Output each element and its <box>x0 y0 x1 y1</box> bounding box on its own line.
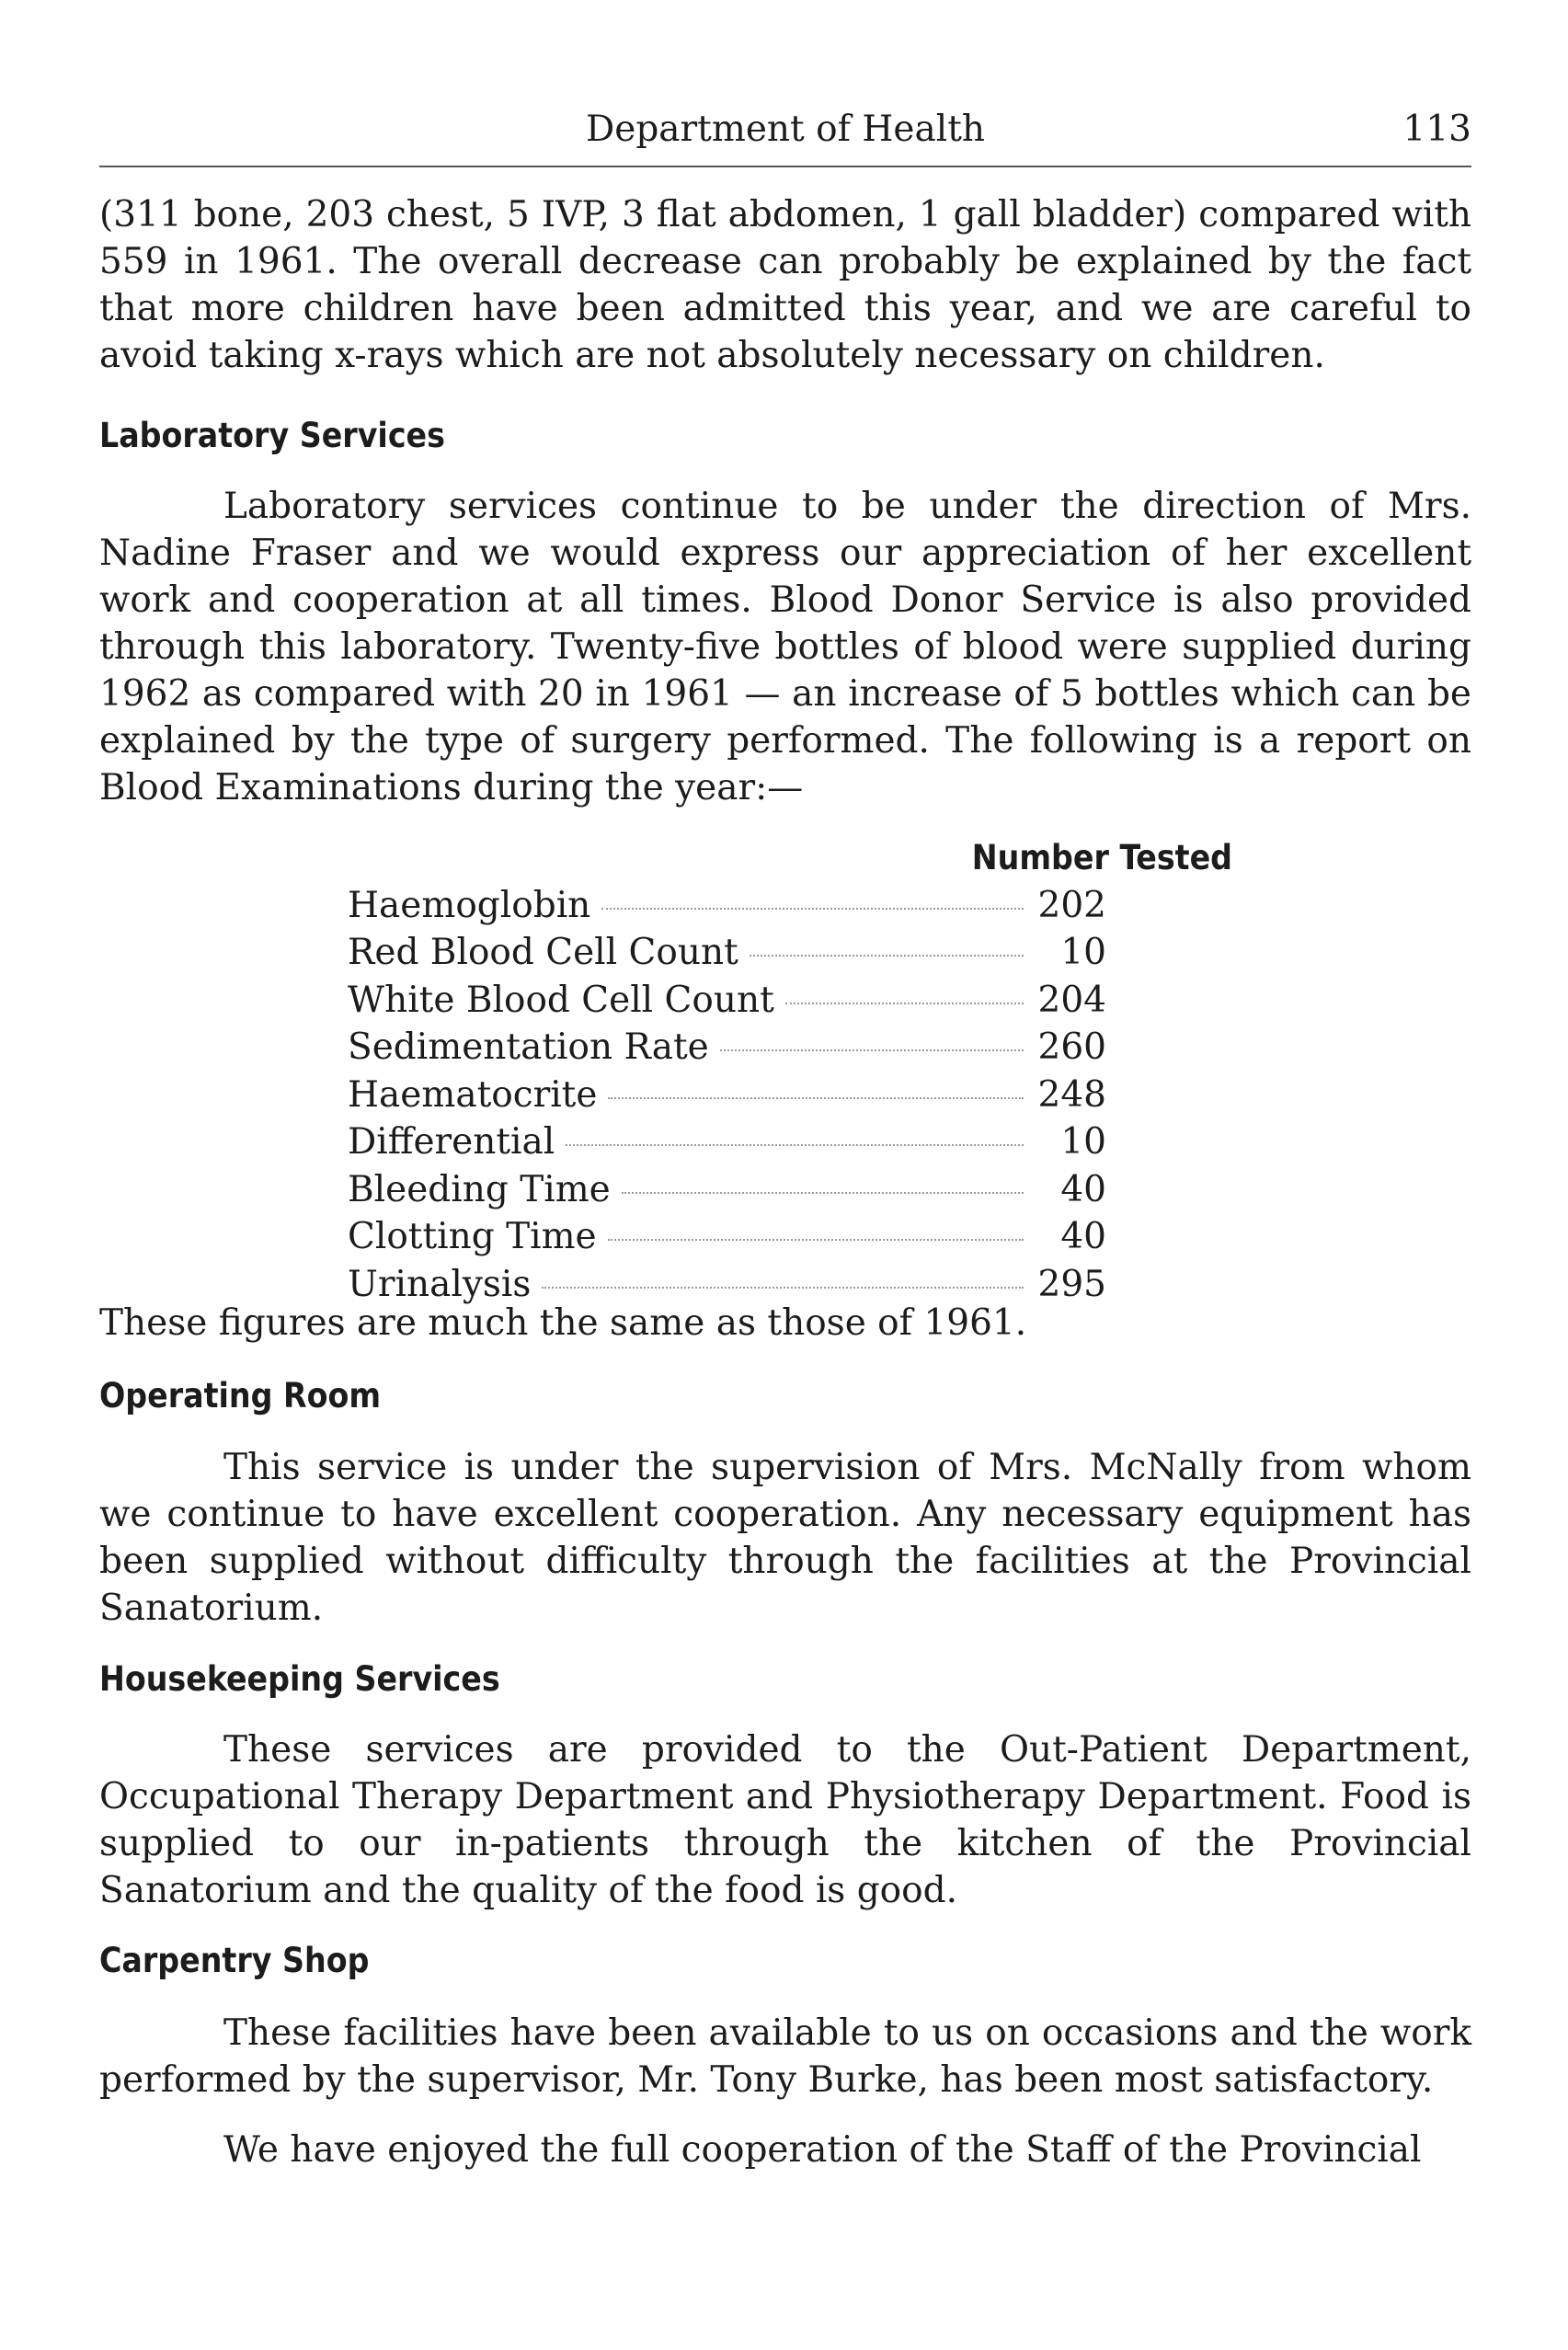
test-name: Bleeding Time <box>348 1168 611 1210</box>
dot-leader <box>720 1049 1024 1051</box>
running-header-title: Department of Health <box>585 109 986 150</box>
page-number: 113 <box>1402 109 1471 150</box>
dot-leader <box>750 955 1024 957</box>
test-name: Urinalysis <box>348 1263 532 1305</box>
header-rule <box>99 166 1471 167</box>
table-row <box>348 1024 1232 1072</box>
table-row <box>348 882 1232 930</box>
dot-leader <box>542 1287 1024 1289</box>
dot-leader <box>608 1239 1024 1241</box>
blood-examinations-table <box>348 834 1232 1308</box>
test-count: 204 <box>1037 979 1106 1021</box>
dot-leader <box>622 1192 1024 1194</box>
dot-leader <box>566 1144 1024 1146</box>
running-header <box>99 107 1471 153</box>
heading-operating-room: Operating Room <box>99 1376 382 1416</box>
heading-carpentry: Carpentry Shop <box>99 1941 370 1980</box>
laboratory-paragraph: Laboratory services continue to be under the direction of Mrs. Nadine Fraser and we would express our appreciation of her excellent work and cooperation at all times. Blood Donor Service is also provided through this laboratory. Twenty-five bottles of blood were supplied during 1962 as compared with 20 in 1961 — an increase of 5 bottles which can be explained by the type of surgery performed. The following is a report on Blood Examinations during the year:— <box>99 486 1471 808</box>
test-count: 248 <box>1037 1073 1106 1116</box>
heading-laboratory: Laboratory Services <box>99 416 445 455</box>
table-row <box>348 1118 1232 1166</box>
test-count: 260 <box>1037 1026 1106 1068</box>
test-name: Differential <box>348 1121 555 1163</box>
dot-leader <box>785 1003 1024 1004</box>
table-row <box>348 1166 1232 1214</box>
xray-paragraph: (311 bone, 203 chest, 5 IVP, 3 flat abdomen, 1 gall bladder) compared with 559 in 1961. The overall decrease can probably be explained by the fact that more children have been admitted this year, and we are careful to avoid taking x-rays which are not absolutely necessary on children. <box>99 194 1471 376</box>
test-count: 202 <box>1037 884 1106 926</box>
table-row <box>348 929 1232 977</box>
test-name: Clotting Time <box>348 1216 597 1257</box>
test-name: Haematocrite <box>348 1073 598 1116</box>
test-name: White Blood Cell Count <box>348 979 774 1021</box>
housekeeping-paragraph: These services are provided to the Out-Patient Department, Occupational Therapy Department and Physiotherapy Department. Food is supplied to our in-patients through the kitchen of the Provincial Sanatorium and the quality of the food is good. <box>99 1729 1471 1911</box>
test-count: 40 <box>1060 1168 1106 1210</box>
carpentry-paragraph: These facilities have been available to us on occasions and the work performed by the supervisor, Mr. Tony Burke, has been most satisfactory. <box>99 2012 1471 2101</box>
closing-paragraph: We have enjoyed the full cooperation of the Staff of the Provincial <box>223 2129 1422 2171</box>
heading-housekeeping: Housekeeping Services <box>99 1659 500 1699</box>
table-row <box>348 1072 1232 1119</box>
table-followup-text: These figures are much the same as those of 1961. <box>99 1302 1027 1344</box>
test-name: Red Blood Cell Count <box>348 932 738 973</box>
dot-leader <box>601 908 1024 910</box>
table-column-header: Number Tested <box>971 838 1232 877</box>
dot-leader <box>608 1097 1024 1099</box>
table-row <box>348 1213 1232 1261</box>
test-count: 40 <box>1060 1216 1106 1257</box>
operating-room-paragraph: This service is under the supervision of Mrs. McNally from whom we continue to have excellent cooperation. Any necessary equipment has been supplied without difficulty through the facilities at the Provincial Sanatorium. <box>99 1447 1471 1629</box>
test-name: Sedimentation Rate <box>348 1026 709 1068</box>
table-row <box>348 977 1232 1025</box>
test-count: 10 <box>1060 1121 1106 1163</box>
test-count: 10 <box>1060 932 1106 973</box>
test-name: Haemoglobin <box>348 884 591 926</box>
test-count: 295 <box>1037 1263 1106 1305</box>
